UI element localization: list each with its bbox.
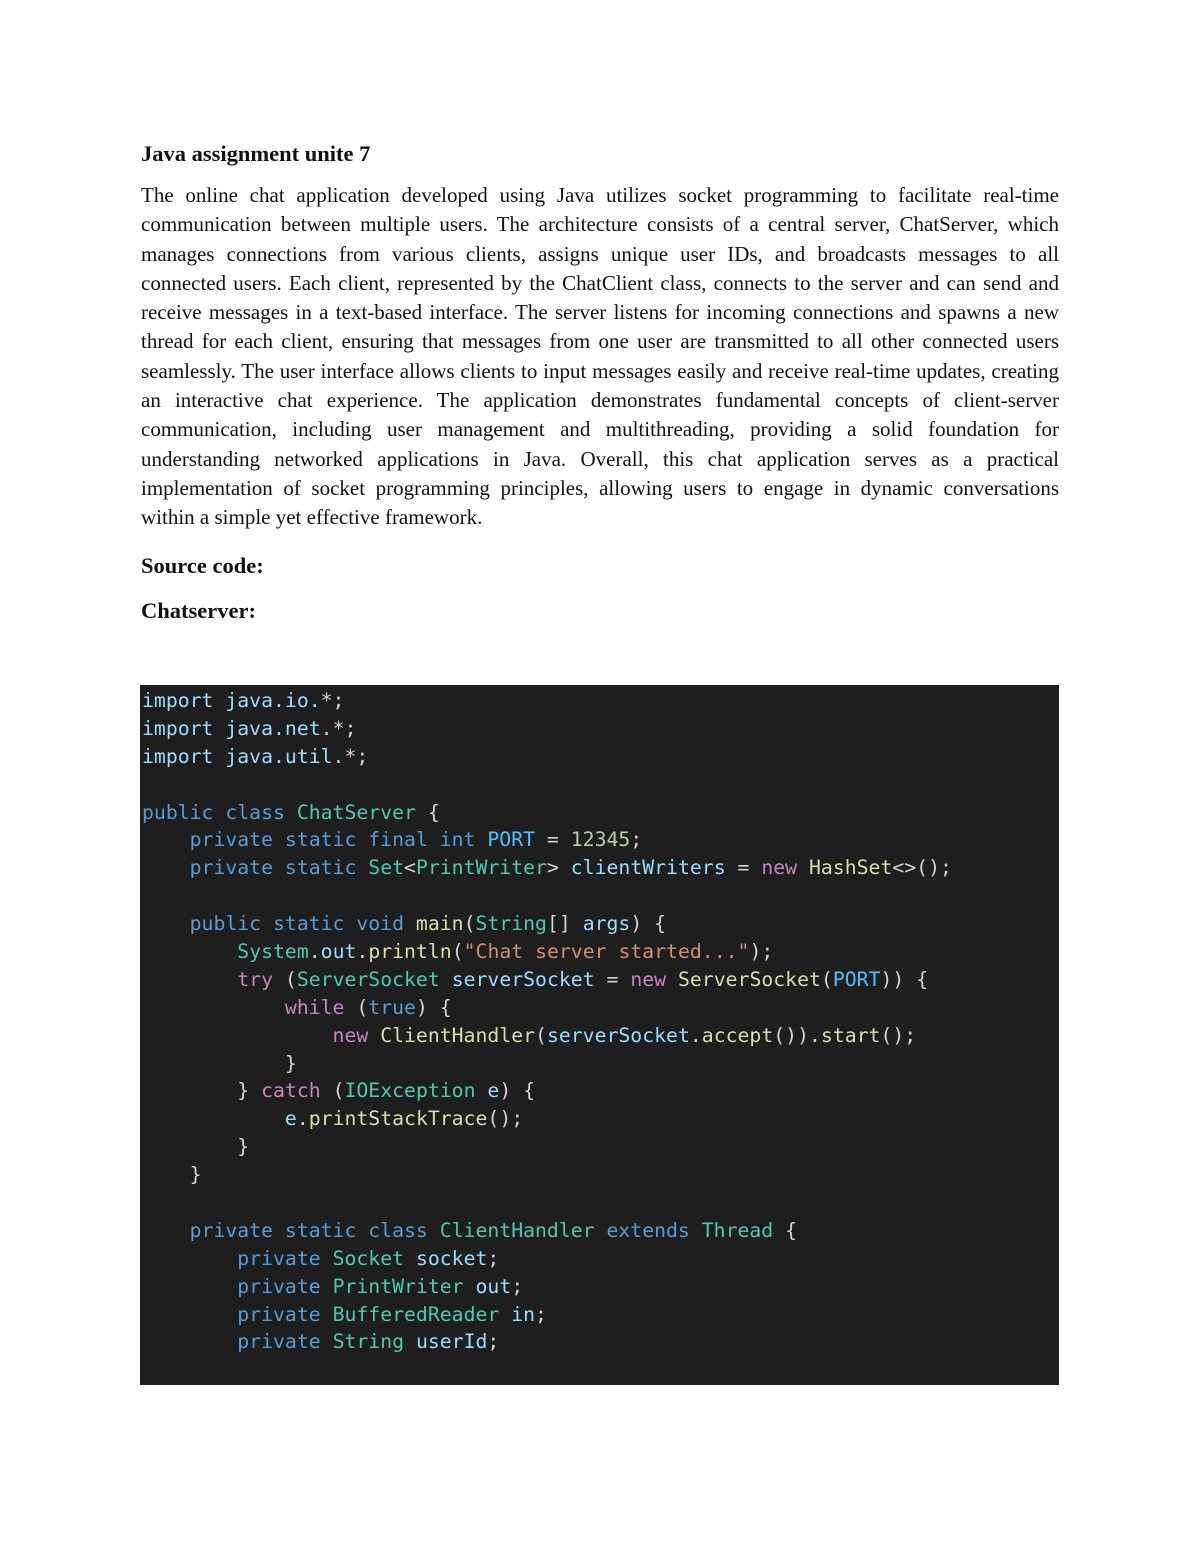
code-token: try	[142, 967, 285, 991]
code-token: Set	[368, 856, 405, 880]
code-line	[142, 799, 1059, 827]
code-token: while	[142, 995, 357, 1019]
code-token: serverSocket	[451, 967, 595, 991]
intro-paragraph: The online chat application developed using Java utilizes socket programming to facilitate real-time communication between multiple users. The architecture consists of a central server, ChatServer, which manages connections from various clients, assigns unique user IDs, and broadcasts messages to all connected users. Each client, represented by the ChatClient class, connects to the server and can send and receive messages in a text-based interface. The server listens for incoming connections and spawns a new thread for each client, ensuring that messages from one user are transmitted to all other connected users seamlessly. The user interface allows clients to input messages easily and receive real-time updates, creating an interactive chat experience. The application demonstrates fundamental concepts of client-server communication, including user management and multithreading, providing a solid foundation for understanding networked applications in Java. Overall, this chat application serves as a practical implementation of socket programming principles, allowing users to engage in dynamic conversations within a simple yet effective framework.	[141, 183, 1059, 530]
code-line	[142, 1105, 1059, 1133]
code-token: String	[475, 912, 547, 936]
code-token: ;	[535, 1302, 547, 1326]
code-block	[140, 685, 1059, 1385]
code-token	[464, 1275, 476, 1298]
code-line	[142, 938, 1059, 966]
code-token: []	[546, 912, 583, 936]
code-token: Socket	[332, 1246, 405, 1270]
code-token: }	[142, 1135, 250, 1159]
code-token	[499, 1303, 511, 1326]
source-code-heading: Source code:	[141, 552, 264, 578]
code-token: private	[142, 1246, 333, 1270]
code-token: .	[308, 940, 321, 964]
code-token: private static final int	[142, 828, 488, 852]
document-title: Java assignment unite 7	[141, 141, 371, 166]
code-token: BufferedReader	[332, 1302, 500, 1326]
code-token: <	[404, 856, 416, 880]
code-token: serverSocket	[546, 1023, 690, 1047]
code-token: ) {	[499, 1079, 536, 1103]
code-line	[142, 687, 1059, 715]
code-line	[142, 1189, 1059, 1217]
code-line	[142, 854, 1059, 882]
code-token: private	[142, 1302, 333, 1326]
code-token	[142, 940, 237, 963]
code-line	[142, 826, 1059, 854]
code-token: accept	[701, 1023, 774, 1047]
code-token: *;	[320, 689, 345, 712]
code-token: ) {	[630, 912, 667, 936]
code-token: (	[451, 940, 464, 964]
code-token: e	[487, 1079, 500, 1103]
code-token: true	[368, 995, 416, 1019]
code-token: import java.net.	[142, 716, 333, 740]
code-token: (	[332, 1079, 345, 1103]
code-token: ;	[511, 1274, 524, 1298]
code-token: PrintWriter	[415, 856, 547, 880]
code-token: IOException	[344, 1079, 476, 1103]
code-line	[142, 1133, 1059, 1161]
code-line	[142, 1217, 1059, 1245]
code-token: System	[237, 940, 309, 964]
code-token: private	[142, 1330, 333, 1354]
code-token: PORT	[832, 967, 881, 991]
code-token: ) {	[415, 995, 452, 1019]
code-line	[142, 1273, 1059, 1301]
code-token: println	[368, 940, 452, 964]
code-token: .	[356, 940, 369, 964]
code-token: )) {	[880, 967, 929, 991]
code-token: ();	[487, 1107, 524, 1131]
code-token: >	[546, 856, 571, 880]
code-token: (	[820, 967, 833, 991]
code-token: ServerSocket	[296, 967, 440, 991]
code-token: main	[415, 912, 464, 936]
code-token: out	[320, 940, 357, 964]
code-token: }	[142, 1079, 262, 1103]
code-token: ()).	[773, 1023, 821, 1047]
code-token: String	[332, 1330, 405, 1354]
code-token: new	[142, 1023, 381, 1047]
code-line	[142, 966, 1059, 994]
code-token: <>();	[892, 856, 952, 880]
code-token: (	[463, 912, 476, 936]
code-token: "Chat server started..."	[463, 940, 750, 964]
code-token: .	[689, 1023, 702, 1047]
code-token	[142, 1107, 285, 1130]
code-token: public class	[142, 800, 297, 824]
code-token: ServerSocket	[677, 967, 821, 991]
code-line	[142, 715, 1059, 743]
code-token: 12345	[570, 828, 631, 852]
code-token: }	[142, 1163, 202, 1187]
code-token: private	[142, 1274, 333, 1298]
code-line	[142, 1245, 1059, 1273]
code-token: printStackTrace	[308, 1107, 488, 1131]
code-token: userId	[415, 1330, 488, 1354]
code-line	[142, 1328, 1059, 1356]
code-token: catch	[261, 1079, 333, 1103]
code-token: ;	[487, 1330, 500, 1354]
code-line	[142, 1022, 1059, 1050]
chatserver-heading: Chatserver:	[141, 597, 256, 623]
code-token: private static	[142, 856, 369, 880]
code-token: }	[142, 1051, 297, 1075]
code-line	[142, 994, 1059, 1022]
code-token: socket	[415, 1246, 488, 1270]
code-token: PORT	[487, 828, 536, 852]
code-token: extends	[594, 1218, 702, 1242]
code-line	[142, 910, 1059, 938]
code-line	[142, 771, 1059, 799]
code-token: import java.util.	[142, 744, 345, 768]
code-token: ;	[487, 1246, 500, 1270]
code-token: e	[284, 1107, 297, 1131]
code-line	[142, 1077, 1059, 1105]
code-token: .	[296, 1107, 309, 1131]
code-token: ();	[880, 1023, 917, 1047]
code-token: {	[773, 1218, 798, 1242]
code-token: in	[511, 1302, 536, 1326]
code-line	[142, 1301, 1059, 1329]
code-token: (	[356, 995, 369, 1019]
code-token: *;	[332, 716, 357, 740]
code-token: public static void	[142, 912, 416, 936]
code-token: private static class	[142, 1218, 440, 1242]
code-token: args	[582, 912, 631, 936]
code-token: ClientHandler	[380, 1023, 536, 1047]
code-token	[404, 1330, 416, 1353]
code-token: (	[284, 967, 297, 991]
code-token: out	[475, 1274, 512, 1298]
code-token	[440, 968, 452, 991]
code-line	[142, 743, 1059, 771]
code-token	[404, 1247, 416, 1270]
code-token: new	[630, 967, 678, 991]
code-token: clientWriters	[570, 856, 726, 880]
code-token: =	[725, 856, 762, 880]
code-token: *;	[344, 744, 369, 768]
code-token: PrintWriter	[332, 1274, 464, 1298]
code-token: new	[761, 856, 809, 880]
code-token: ChatServer	[296, 800, 416, 824]
code-token: =	[594, 967, 631, 991]
code-line	[142, 882, 1059, 910]
code-token: HashSet	[808, 856, 893, 880]
code-token: (	[535, 1023, 547, 1047]
code-token: ;	[630, 828, 643, 852]
code-token: Thread	[701, 1218, 774, 1242]
code-token: );	[749, 940, 774, 964]
code-token: import java.io.	[142, 689, 321, 712]
code-line	[142, 1050, 1059, 1078]
code-token	[476, 1079, 488, 1102]
code-token: start	[820, 1023, 881, 1047]
code-token: {	[415, 800, 440, 824]
code-line	[142, 1161, 1059, 1189]
code-token: ClientHandler	[439, 1218, 595, 1242]
document-page	[141, 140, 1059, 641]
code-token: =	[535, 828, 571, 852]
